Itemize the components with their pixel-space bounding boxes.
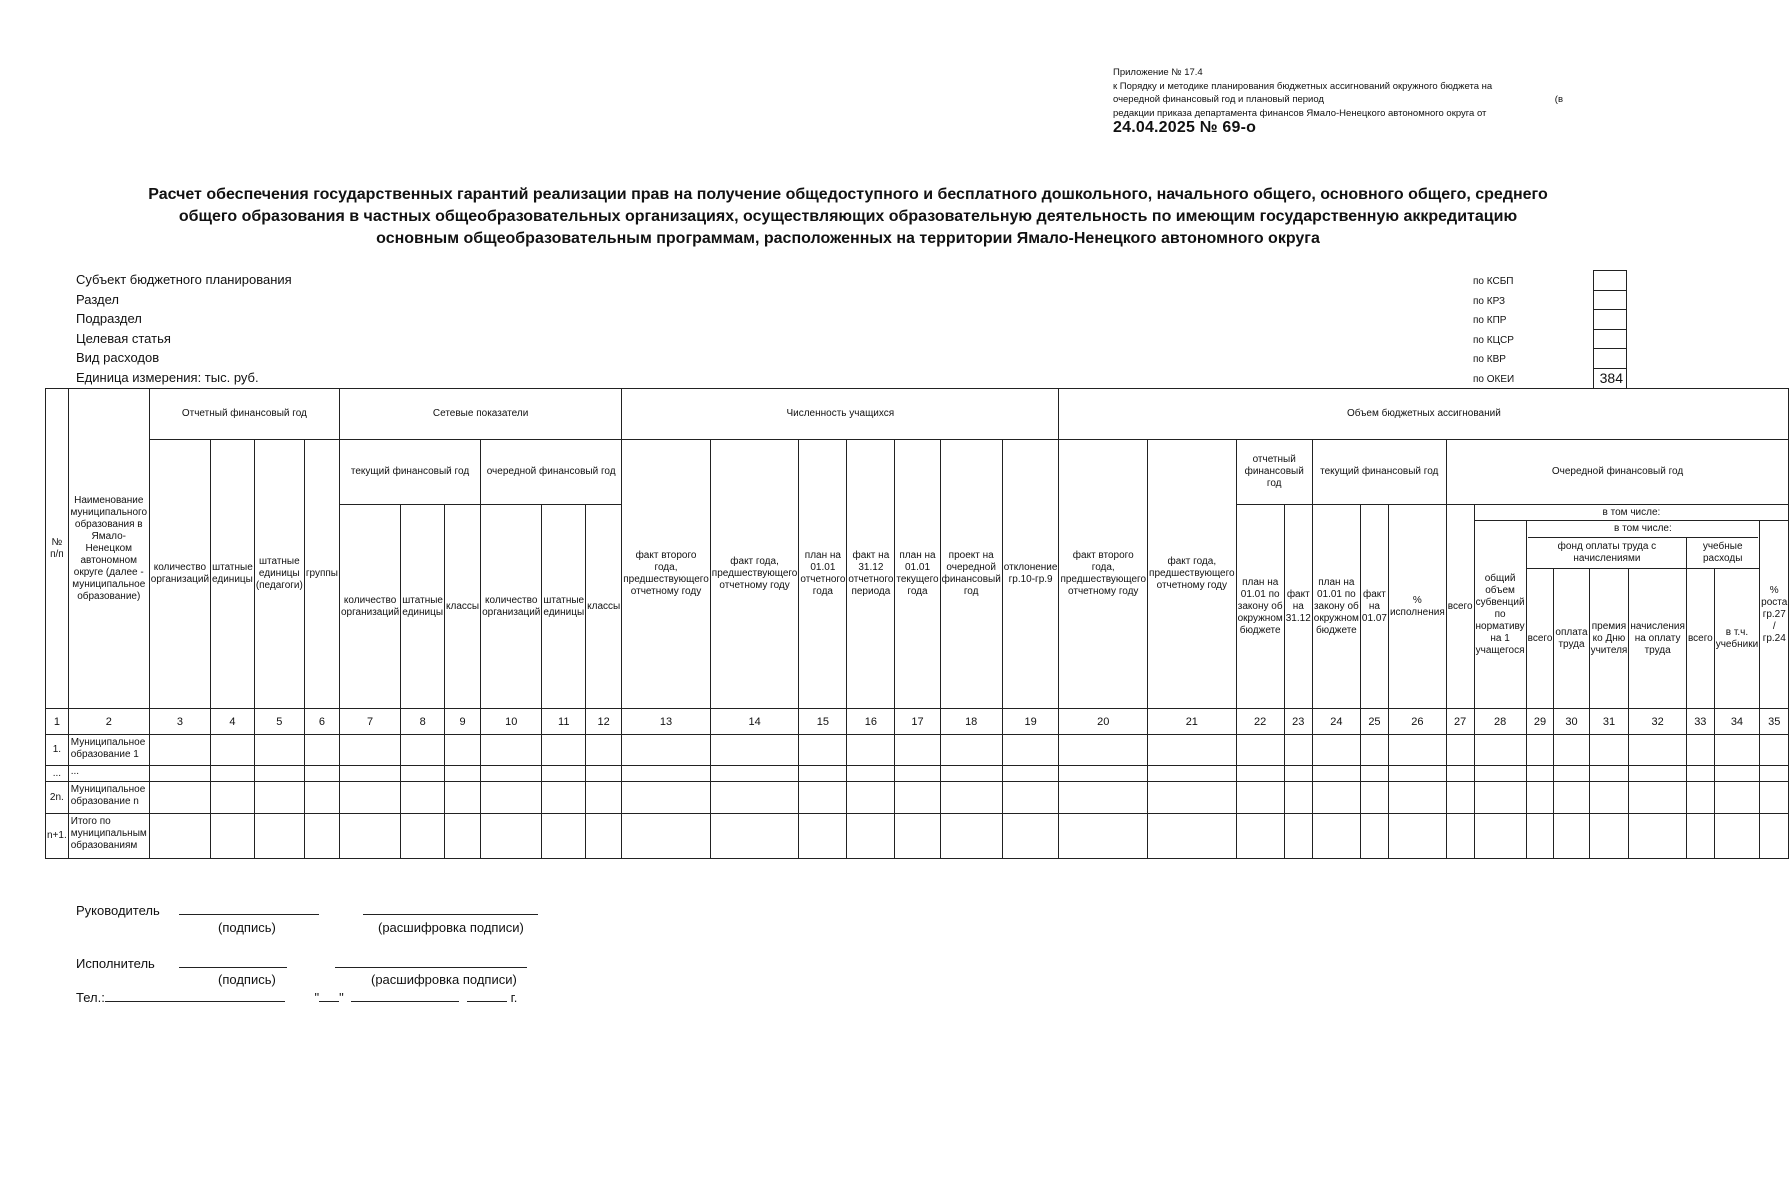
table-cell [847, 735, 895, 766]
header-c4: штатные единицы [211, 440, 255, 709]
table-cell [1148, 814, 1237, 859]
column-number: 11 [542, 709, 586, 735]
table-cell [401, 735, 445, 766]
annex-line-2: к Порядку и методике планирования бюджетных ассигнований окружного бюджета на [1113, 80, 1493, 92]
column-number: 2 [68, 709, 149, 735]
table-cell [895, 782, 940, 814]
table-cell [1312, 735, 1360, 766]
column-number: 8 [401, 709, 445, 735]
table-cell [895, 814, 940, 859]
table-cell [940, 782, 1002, 814]
executor-decode-line [335, 956, 527, 968]
table-row [46, 766, 1789, 782]
header-c29: всего [1526, 569, 1554, 709]
table-cell [1148, 735, 1237, 766]
document-title [40, 184, 1656, 250]
table-cell [254, 735, 304, 766]
header-c11: штатные единицы [542, 505, 586, 709]
column-number: 26 [1388, 709, 1446, 735]
table-cell [481, 766, 542, 782]
date-quote-close: " [339, 990, 344, 1005]
executor-sign-line [179, 956, 287, 968]
header-payfund: фонд оплаты труда с начислениями [1528, 537, 1687, 568]
column-number: 7 [339, 709, 400, 735]
table-cell [1059, 782, 1148, 814]
header-c15: план на 01.01 отчетного года [799, 440, 847, 709]
code-value-ksbp [1594, 271, 1627, 291]
column-number: 33 [1686, 709, 1714, 735]
table-cell [1526, 766, 1554, 782]
column-number: 23 [1284, 709, 1312, 735]
table-cell [1554, 735, 1589, 766]
table-cell [1554, 782, 1589, 814]
meta-label-target: Целевая статья [76, 330, 171, 346]
code-value-kcsr [1594, 329, 1627, 349]
header-no: № п/п [46, 389, 69, 709]
header-c8: штатные единицы [401, 505, 445, 709]
table-cell [1760, 814, 1789, 859]
annex-line-3 [1113, 93, 1593, 107]
column-number: 10 [481, 709, 542, 735]
header-c22: план на 01.01 по закону об окружном бюджете [1236, 505, 1284, 709]
table-cell [1059, 814, 1148, 859]
column-number: 17 [895, 709, 940, 735]
table-cell [1284, 782, 1312, 814]
table-cell [940, 766, 1002, 782]
header-c12: классы [586, 505, 622, 709]
header-c17: план на 01.01 текущего года [895, 440, 940, 709]
table-cell [1526, 782, 1554, 814]
table-cell [1474, 735, 1526, 766]
meta-codes [1473, 272, 1514, 390]
code-value-kvr [1594, 349, 1627, 369]
table-cell [1589, 814, 1629, 859]
table-cell [622, 782, 711, 814]
table-cell [1059, 766, 1148, 782]
column-number: 28 [1474, 709, 1526, 735]
title-line-2: общего образования в частных общеобразовательных организациях, осуществляющих образовательную деятельность по имеющим государственную аккредитацию [178, 208, 1518, 225]
header-c18: проект на очередной финансовый год [940, 440, 1002, 709]
table-cell [1589, 735, 1629, 766]
header-including-1: в том числе: [1474, 505, 1789, 521]
table-cell [1236, 782, 1284, 814]
table-cell [211, 766, 255, 782]
table-cell [1148, 766, 1237, 782]
table-cell [1760, 782, 1789, 814]
header-current-fin-year: текущий финансовый год [1312, 440, 1446, 505]
table-cell [1589, 766, 1629, 782]
table-cell [1686, 782, 1714, 814]
annex-header [1113, 66, 1593, 135]
table-cell [1589, 782, 1629, 814]
header-c24: план на 01.01 по закону об окружном бюджете [1312, 505, 1360, 709]
column-numbers-row [46, 709, 1789, 735]
table-cell [339, 735, 400, 766]
table-cell [1360, 814, 1388, 859]
table-cell [304, 766, 339, 782]
header-c7: количество организаций [339, 505, 400, 709]
header-c33: всего [1686, 569, 1714, 709]
column-number: 4 [211, 709, 255, 735]
head-decode-line [363, 903, 538, 915]
table-cell [1554, 766, 1589, 782]
table-cell [1312, 814, 1360, 859]
header-c9: классы [445, 505, 481, 709]
header-c20: факт второго года, предшествующего отчетному году [1059, 440, 1148, 709]
column-number: 18 [940, 709, 1002, 735]
head-label: Руководитель [76, 903, 160, 918]
column-number: 20 [1059, 709, 1148, 735]
table-cell [1284, 814, 1312, 859]
table-cell [542, 766, 586, 782]
column-number: 14 [710, 709, 799, 735]
table-cell [710, 814, 799, 859]
table-cell [1526, 814, 1554, 859]
table-cell [1760, 735, 1789, 766]
table-cell [211, 782, 255, 814]
column-number: 13 [622, 709, 711, 735]
table-cell [542, 782, 586, 814]
table-cell [1629, 766, 1687, 782]
table-cell [710, 735, 799, 766]
meta-labels [76, 270, 292, 388]
table-cell [622, 766, 711, 782]
executor-signature-line [76, 956, 527, 971]
table-cell [622, 814, 711, 859]
executor-label: Исполнитель [76, 956, 155, 971]
title-line-3: основным общеобразовательным программам, расположенных на территории Ямало-Ненецкого автономного округа [376, 230, 1320, 247]
header-c28: общий объем субвенций по нормативу на 1 учащегося [1474, 521, 1526, 709]
table-cell [339, 766, 400, 782]
table-cell [481, 814, 542, 859]
table-cell [799, 735, 847, 766]
table-cell [149, 735, 210, 766]
column-number: 25 [1360, 709, 1388, 735]
annex-date: 24.04.2025 № 69-о [1113, 119, 1257, 136]
table-cell [1474, 782, 1526, 814]
header-including-2-table [1528, 521, 1759, 568]
row-name: Муниципальное образование 1 [68, 735, 149, 766]
executor-sign-caption: (подпись) [218, 972, 276, 987]
table-cell [1714, 766, 1759, 782]
year-suffix: г. [510, 990, 518, 1005]
header-including-2: в том числе: [1528, 521, 1759, 537]
table-cell [1714, 735, 1759, 766]
table-cell [1446, 782, 1474, 814]
table-cell [542, 814, 586, 859]
code-krz: по КРЗ [1473, 295, 1506, 307]
table-cell [304, 735, 339, 766]
table-cell [401, 766, 445, 782]
annex-line-1: Приложение № 17.4 [1113, 67, 1203, 78]
table-cell [1059, 735, 1148, 766]
table-cell [586, 766, 622, 782]
column-number: 1 [46, 709, 69, 735]
table-cell [1388, 735, 1446, 766]
column-number: 27 [1446, 709, 1474, 735]
table-cell [211, 814, 255, 859]
head-sign-line [179, 903, 319, 915]
executor-decode-caption: (расшифровка подписи) [371, 972, 517, 987]
table-cell [445, 766, 481, 782]
meta-label-section: Раздел [76, 291, 119, 307]
row-no: 2n. [46, 782, 69, 814]
header-c19: отклонение гр.10-гр.9 [1002, 440, 1059, 709]
column-number: 31 [1589, 709, 1629, 735]
column-number: 32 [1629, 709, 1687, 735]
head-sign-caption: (подпись) [218, 920, 276, 935]
table-cell [149, 782, 210, 814]
date-day-line [319, 990, 339, 1002]
header-c26: % исполнения [1388, 505, 1446, 709]
column-number: 24 [1312, 709, 1360, 735]
row-no: 1. [46, 735, 69, 766]
table-cell [1388, 814, 1446, 859]
table-cell [1686, 735, 1714, 766]
column-number: 34 [1714, 709, 1759, 735]
table-cell [304, 814, 339, 859]
table-cell [149, 766, 210, 782]
calculation-table [45, 388, 1789, 859]
table-cell [586, 782, 622, 814]
table-cell [304, 782, 339, 814]
date-month-line [351, 990, 459, 1002]
code-value-kpr [1594, 310, 1627, 330]
header-students: Численность учащихся [622, 389, 1059, 440]
date-year-line [467, 990, 507, 1002]
table-cell [1312, 766, 1360, 782]
table-cell [1474, 766, 1526, 782]
code-ksbp: по КСБП [1473, 276, 1514, 287]
header-c10: количество организаций [481, 505, 542, 709]
column-number: 29 [1526, 709, 1554, 735]
column-number: 21 [1148, 709, 1237, 735]
table-cell [149, 814, 210, 859]
table-cell [445, 735, 481, 766]
header-report-fin-year: отчетный финансовый год [1236, 440, 1312, 505]
row-no: ... [46, 766, 69, 782]
table-cell [401, 782, 445, 814]
header-c13: факт второго года, предшествующего отчетному году [622, 440, 711, 709]
table-cell [1148, 782, 1237, 814]
header-network: Сетевые показатели [339, 389, 621, 440]
header-c6: группы [304, 440, 339, 709]
header-c25: факт на 01.07 [1360, 505, 1388, 709]
table-cell [1629, 782, 1687, 814]
table-cell [1526, 735, 1554, 766]
table-row [46, 814, 1789, 859]
meta-label-expense-type: Вид расходов [76, 350, 160, 366]
header-study: учебные расходы [1702, 540, 1743, 564]
table-cell [1002, 766, 1059, 782]
table-cell [940, 814, 1002, 859]
column-number: 15 [799, 709, 847, 735]
table-cell [1474, 814, 1526, 859]
table-cell [1312, 782, 1360, 814]
table-cell [847, 766, 895, 782]
column-number: 35 [1760, 709, 1789, 735]
header-c32: начисления на оплату труда [1629, 569, 1687, 709]
row-name: Итого по муниципальным образованиям [68, 814, 149, 859]
header-c35: % роста гр.27 / гр.24 [1760, 521, 1789, 709]
column-number: 30 [1554, 709, 1589, 735]
header-next-year: очередной финансовый год [481, 440, 622, 505]
annex-line-3-left: очередной финансовый год и плановый период [1113, 94, 1324, 105]
table-cell [1446, 814, 1474, 859]
table-cell [445, 782, 481, 814]
column-number: 9 [445, 709, 481, 735]
code-value-boxes [1593, 270, 1627, 389]
table-cell [1284, 766, 1312, 782]
table-cell [1629, 814, 1687, 859]
table-cell [847, 782, 895, 814]
phone-line [76, 990, 517, 1005]
annex-line-3-right: (в [1554, 94, 1563, 105]
table-cell [254, 782, 304, 814]
header-c23: факт на 31.12 [1284, 505, 1312, 709]
header-c14: факт года, предшествующего отчетному году [710, 440, 799, 709]
table-cell [1686, 814, 1714, 859]
tel-label: Тел.: [76, 990, 105, 1005]
table-cell [1686, 766, 1714, 782]
table-cell [481, 782, 542, 814]
table-cell [1360, 782, 1388, 814]
title-line-1: Расчет обеспечения государственных гарантий реализации прав на получение общедоступного и бесплатного дошкольного, начального общего, основного общего, среднего [148, 186, 1548, 203]
table-cell [1446, 766, 1474, 782]
annex-line-4: редакции приказа департамента финансов Ямало-Ненецкого автономного округа от [1113, 107, 1487, 119]
table-cell [895, 735, 940, 766]
table-cell [1760, 766, 1789, 782]
table-cell [895, 766, 940, 782]
table-cell [481, 735, 542, 766]
table-cell [542, 735, 586, 766]
date-quote-open: " [314, 990, 320, 1005]
head-decode-caption: (расшифровка подписи) [378, 920, 524, 935]
table-cell [1360, 766, 1388, 782]
header-c30: оплата труда [1554, 569, 1589, 709]
table-cell [1236, 766, 1284, 782]
table-cell [799, 766, 847, 782]
meta-label-subsection: Подраздел [76, 311, 142, 327]
table-row [46, 782, 1789, 814]
meta-label-subject: Субъект бюджетного планирования [76, 272, 292, 287]
column-number: 16 [847, 709, 895, 735]
header-name: Наименование муниципального образования в Ямало-Ненецком автономном округе (далее - муниципальное образование) [68, 389, 149, 709]
column-number: 5 [254, 709, 304, 735]
header-budget: Объем бюджетных ассигнований [1059, 389, 1789, 440]
table-cell [211, 735, 255, 766]
table-cell [622, 735, 711, 766]
table-cell [1002, 735, 1059, 766]
column-number: 19 [1002, 709, 1059, 735]
table-cell [586, 735, 622, 766]
table-cell [1236, 814, 1284, 859]
row-no: n+1. [46, 814, 69, 859]
head-signature-line [76, 903, 538, 918]
row-name: Муниципальное образование n [68, 782, 149, 814]
header-report-year: Отчетный финансовый год [149, 389, 339, 440]
code-okei: по ОКЕИ [1473, 373, 1515, 385]
table-cell [847, 814, 895, 859]
column-number: 6 [304, 709, 339, 735]
table-cell [254, 766, 304, 782]
table-cell [339, 814, 400, 859]
table-cell [1714, 814, 1759, 859]
table-cell [1360, 735, 1388, 766]
table-cell [1002, 814, 1059, 859]
table-cell [799, 814, 847, 859]
table-cell [940, 735, 1002, 766]
header-c21: факт года, предшествующего отчетному году [1148, 440, 1237, 709]
code-kvr: по КВР [1473, 354, 1506, 366]
table-cell [1629, 735, 1687, 766]
header-including-2-wrap [1526, 521, 1760, 569]
table-cell [1002, 782, 1059, 814]
row-name: ... [68, 766, 149, 782]
code-value-okei: 384 [1594, 368, 1627, 388]
table-cell [339, 782, 400, 814]
header-current-year: текущий финансовый год [339, 440, 480, 505]
table-cell [1714, 782, 1759, 814]
table-cell [586, 814, 622, 859]
code-value-krz [1594, 290, 1627, 310]
table-cell [254, 814, 304, 859]
table-cell [1388, 782, 1446, 814]
header-c27: всего [1446, 505, 1474, 709]
column-number: 12 [586, 709, 622, 735]
code-kpr: по КПР [1473, 315, 1507, 327]
meta-label-unit: Единица измерения: тыс. руб. [76, 369, 259, 385]
header-c31: премия ко Дню учителя [1589, 569, 1629, 709]
table-cell [710, 782, 799, 814]
code-kcsr: по КЦСР [1473, 334, 1514, 346]
table-cell [445, 814, 481, 859]
table-row [46, 735, 1789, 766]
header-c3: количество организаций [149, 440, 210, 709]
table-cell [401, 814, 445, 859]
table-cell [710, 766, 799, 782]
table-cell [1236, 735, 1284, 766]
header-c16: факт на 31.12 отчетного периода [847, 440, 895, 709]
header-c5: штатные единицы (педагоги) [254, 440, 304, 709]
table-cell [1388, 766, 1446, 782]
tel-line [105, 990, 285, 1002]
table-cell [1554, 814, 1589, 859]
header-next-fin-year: Очередной финансовый год [1446, 440, 1789, 505]
column-number: 22 [1236, 709, 1284, 735]
column-number: 3 [149, 709, 210, 735]
table-cell [799, 782, 847, 814]
header-c34: в т.ч. учебники [1714, 569, 1759, 709]
table-cell [1446, 735, 1474, 766]
table-cell [1284, 735, 1312, 766]
